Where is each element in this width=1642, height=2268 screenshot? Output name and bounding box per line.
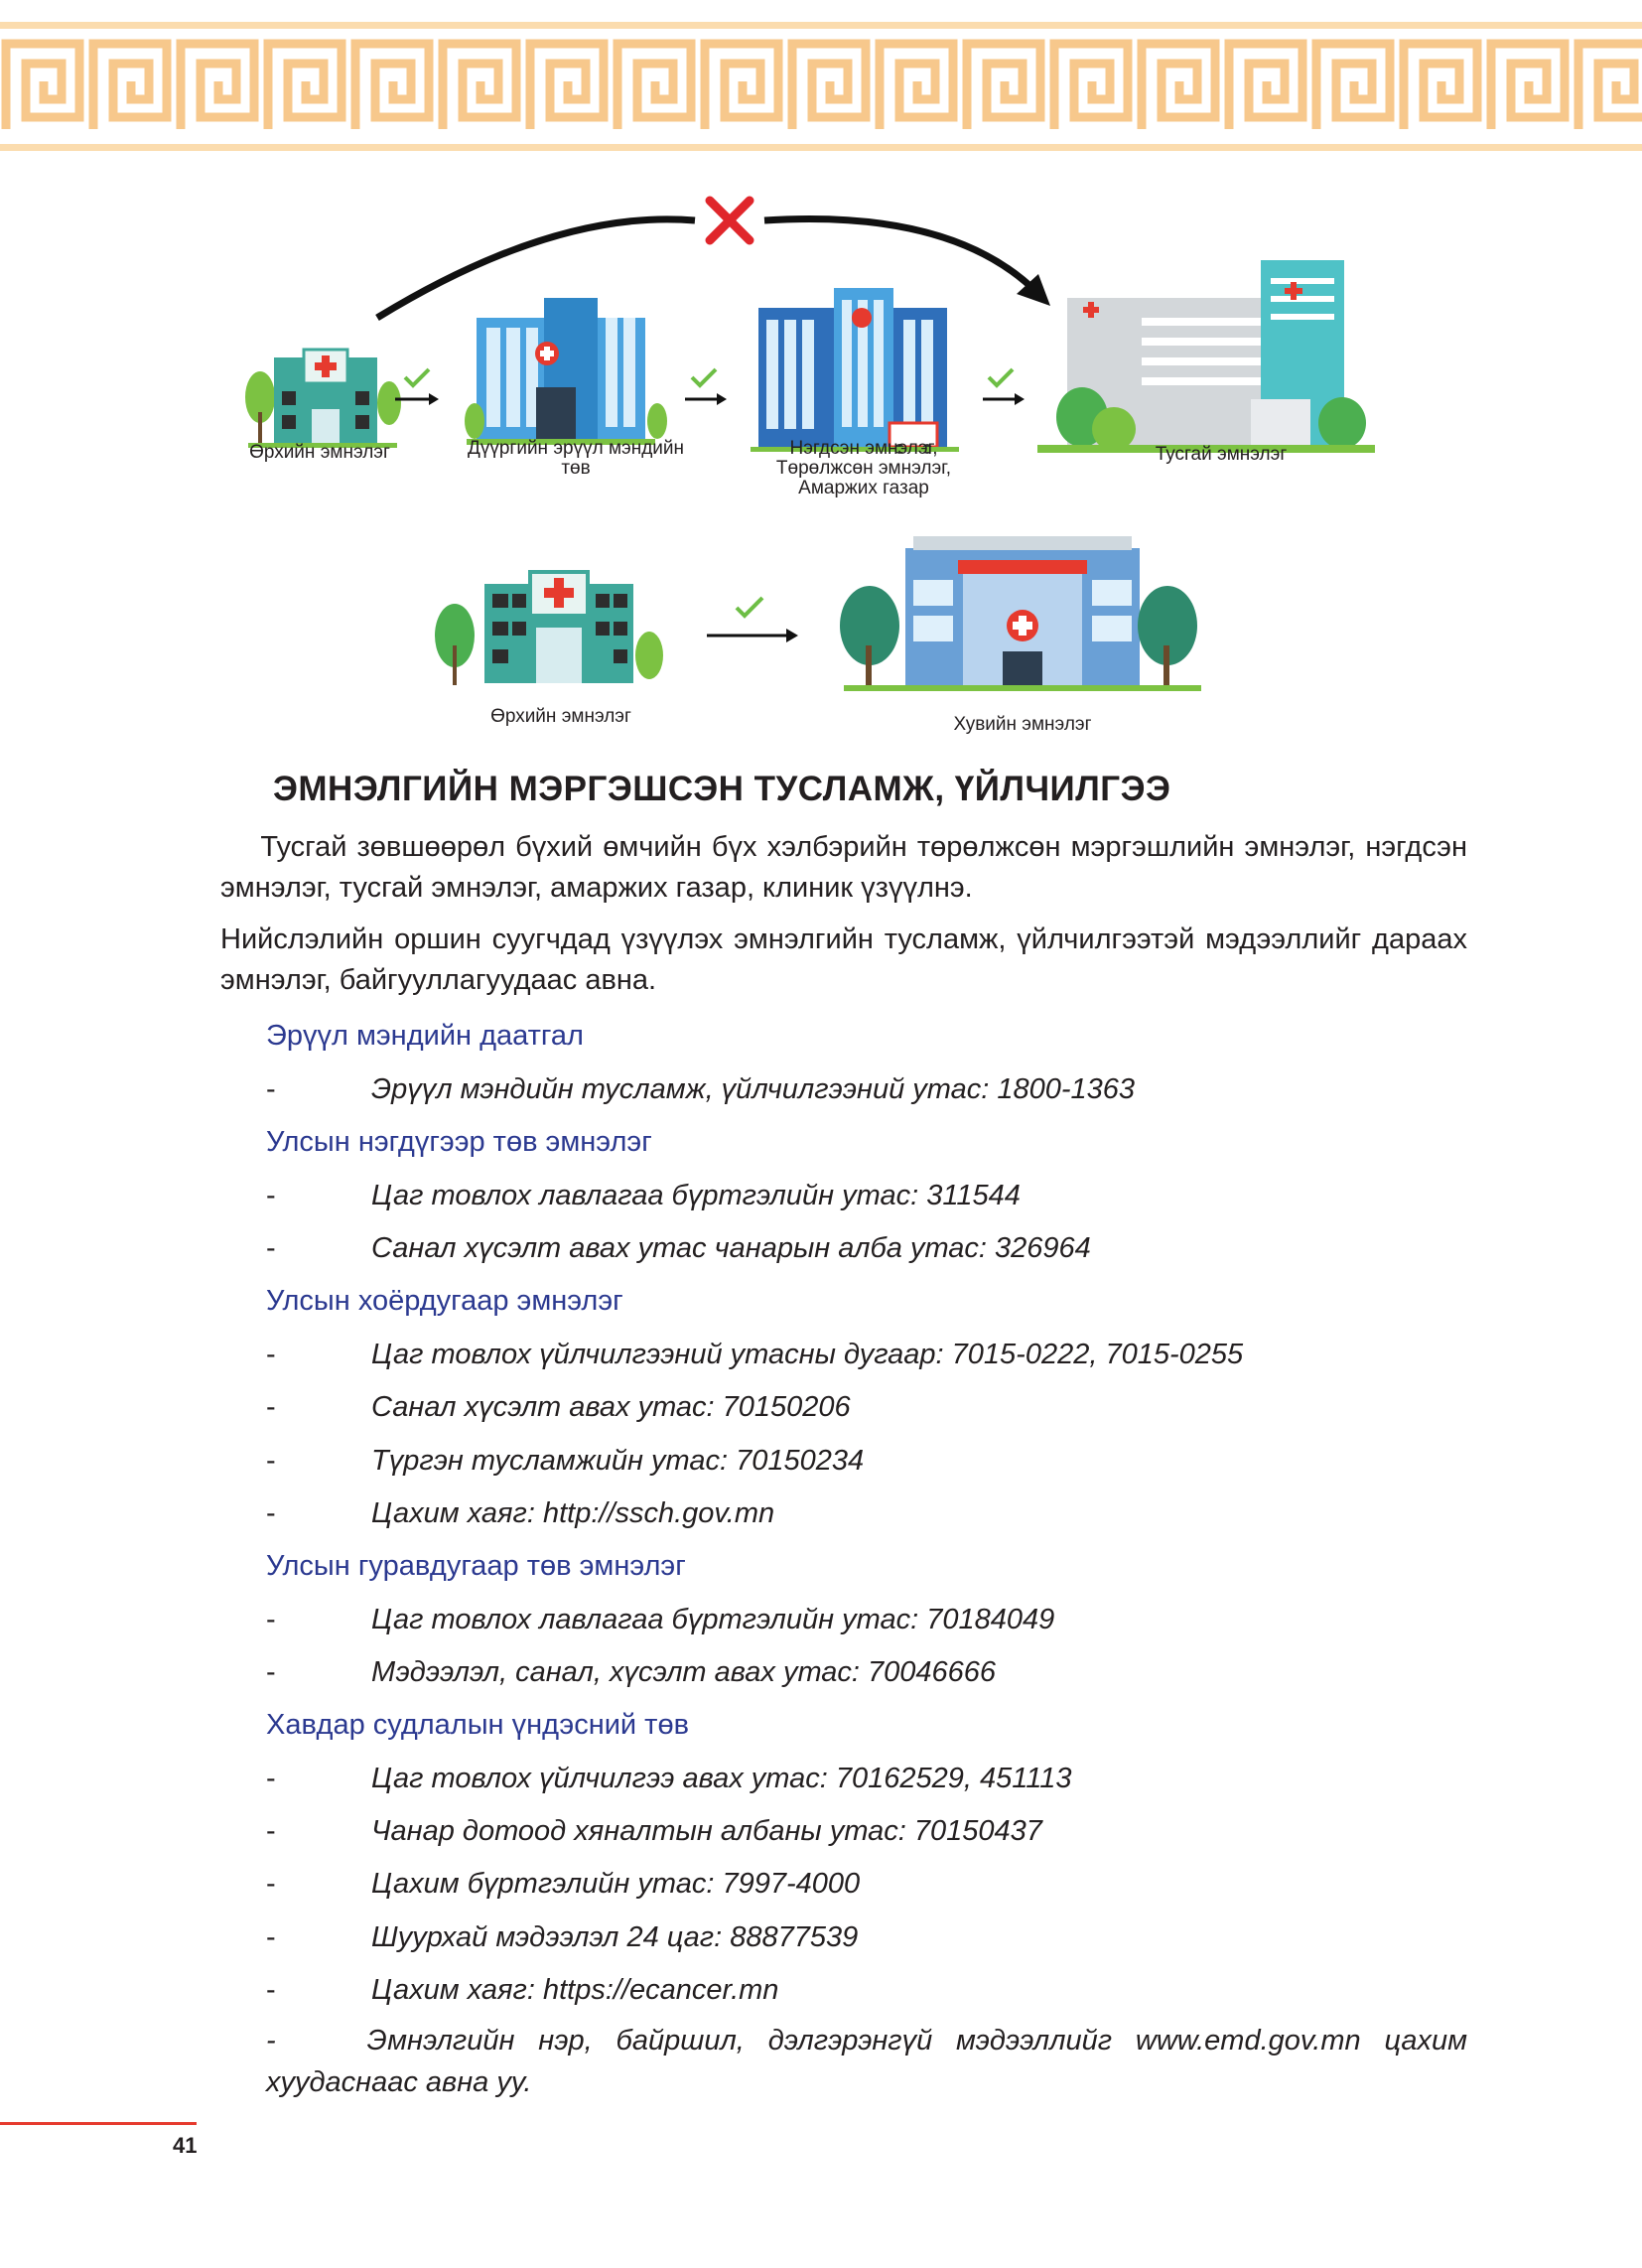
district-health-center-icon — [465, 298, 667, 445]
family-clinic-icon-2 — [435, 572, 663, 685]
check-icon — [989, 369, 1013, 385]
org-first-central-hospital: Улсын нэгдүгээр төв эмнэлэг — [266, 1126, 652, 1158]
caption-general-hospital: Нэгдсэн эмнэлэг, Төрөлжсөн эмнэлэг, Амаржих газар — [775, 438, 952, 498]
footer-rule — [0, 2122, 197, 2125]
final-note-text: Эмнэлгийн нэр, байршил, дэлгэрэнгүй мэдээллийг www.emd.gov.mn цахим хуудаснаас авна уу. — [266, 2025, 1467, 2098]
section-heading: ЭМНЭЛГИЙН МЭРГЭШСЭН ТУСЛАМЖ, ҮЙЛЧИЛГЭЭ — [273, 770, 1171, 808]
caption-district-health-center: Дүүргийн эрүүл мэндийн төв — [467, 438, 685, 479]
caption-private-hospital: Хувийн эмнэлэг — [953, 714, 1092, 735]
org-national-cancer-center: Хавдар судлалын үндэсний төв — [266, 1709, 689, 1741]
org-health-insurance: Эрүүл мэндийн даатгал — [266, 1020, 584, 1052]
caption-family-clinic-2: Өрхийн эмнэлэг — [490, 706, 631, 727]
page-number: 41 — [173, 2133, 198, 2158]
check-icon — [737, 598, 762, 616]
caption-family-clinic: Өрхийн эмнэлэг — [249, 442, 390, 463]
bypass-arrow — [377, 219, 695, 318]
hospital-referral-diagram — [0, 179, 1642, 755]
cross-icon — [710, 201, 750, 240]
org-third-central-hospital: Улсын гуравдугаар төв эмнэлэг — [266, 1550, 686, 1582]
org-second-hospital: Улсын хоёрдугаар эмнэлэг — [266, 1285, 623, 1317]
general-hospital-icon — [751, 288, 959, 454]
final-note-dash: - — [266, 2025, 276, 2056]
check-icon — [692, 369, 716, 385]
ornament-band — [0, 22, 1642, 151]
final-note — [266, 2020, 1467, 2103]
paragraph-intro: Тусгай зөвшөөрөл бүхий өмчийн бүх хэлбэрийн төрөлжсөн мэргэшлийн эмнэлэг, нэгдсэн эмнэлэг, тусгай эмнэлэг, амаржих газар, клиник үзүүлнэ. — [220, 831, 1467, 904]
special-hospital-icon — [1037, 260, 1375, 453]
check-icon — [405, 369, 429, 385]
family-clinic-icon — [245, 350, 401, 448]
private-hospital-icon — [840, 536, 1201, 691]
caption-special-hospital: Тусгай эмнэлэг — [1155, 444, 1288, 465]
paragraph-info: Нийслэлийн оршин суугчдад үзүүлэх эмнэлгийн тусламж, үйлчилгээтэй мэдээллийг дараах эмнэлэг, байгууллагуудаас авна. — [220, 923, 1467, 996]
